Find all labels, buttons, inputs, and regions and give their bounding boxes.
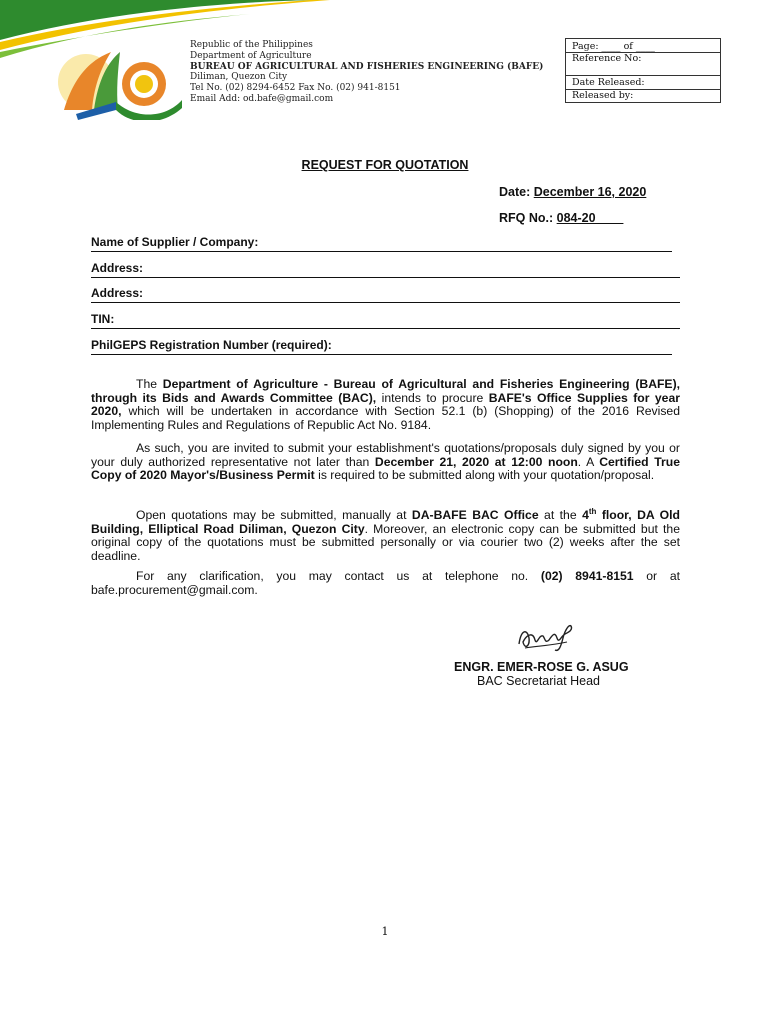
paragraph-contact: For any clarification, you may contact us at telephone no. (02) 8941-8151 or at bafe.procurement@gmail.com.	[91, 569, 680, 597]
reference-box	[565, 38, 721, 103]
ref-date-released: Date Released:	[572, 77, 645, 88]
rfq-line	[499, 211, 623, 225]
header-department: Department of Agriculture	[190, 50, 312, 61]
header-phone: Tel No. (02) 8294-6452 Fax No. (02) 941-8151	[190, 83, 401, 94]
signatory-title: BAC Secretariat Head	[477, 674, 600, 688]
ref-number: Reference No:	[572, 53, 642, 64]
page-number: 1	[381, 925, 389, 938]
date-line	[499, 185, 646, 199]
header-bureau: BUREAU OF AGRICULTURAL AND FISHERIES ENGINEERING (BAFE)	[190, 61, 544, 72]
ref-page: Page: ____ of ____	[572, 41, 655, 52]
ref-released-by: Released by:	[572, 90, 634, 101]
ref-divider	[566, 75, 720, 76]
paragraph-submission: Open quotations may be submitted, manually at DA-BAFE BAC Office at the 4th floor, DA Old Building, Elliptical Road Diliman, Quezon City. Moreover, an electronic copy can be submitted but the original copy of the quotations must be submitted personally or via courier two (2) weeks after the set deadline.	[91, 507, 680, 563]
tin-field[interactable]: TIN:	[91, 312, 680, 329]
handwritten-signature	[515, 620, 577, 656]
header-email: Email Add: od.bafe@gmail.com	[190, 93, 334, 104]
signatory-name: ENGR. EMER-ROSE G. ASUG	[454, 660, 629, 674]
paragraph-procurement: The Department of Agriculture - Bureau of Agricultural and Fisheries Engineering (BAFE), through its Bids and Awards Committee (BAC), intends to procure BAFE's Office Supplies for year 2020, which will be undertaken in accordance with Section 52.1 (b) (Shopping) of the 2016 Revised Implementing Rules and Regulations of Republic Act No. 9184.	[91, 377, 681, 432]
address-field-2[interactable]: Address:	[91, 286, 680, 303]
agency-header	[190, 40, 543, 105]
philgeps-field[interactable]: PhilGEPS Registration Number (required):	[91, 338, 672, 355]
document-title: REQUEST FOR QUOTATION	[301, 158, 469, 172]
address-field-1[interactable]: Address:	[91, 261, 680, 278]
rfq-label: RFQ No.:	[499, 211, 557, 225]
header-location: Diliman, Quezon City	[190, 72, 288, 83]
date-label: Date:	[499, 185, 534, 199]
supplier-field[interactable]: Name of Supplier / Company:	[91, 235, 672, 252]
rfq-value: 084-20____	[556, 211, 624, 225]
header-country: Republic of the Philippines	[190, 40, 313, 50]
date-value: December 16, 2020	[533, 185, 647, 199]
bafe-logo	[56, 40, 186, 120]
paragraph-invitation: As such, you are invited to submit your establishment's quotations/proposals duly signed by you or your duly authorized representative not later than December 21, 2020 at 12:00 noon. A Certified True Copy of 2020 Mayor's/Business Permit is required to be submitted along with your quotation/proposal.	[91, 441, 680, 483]
